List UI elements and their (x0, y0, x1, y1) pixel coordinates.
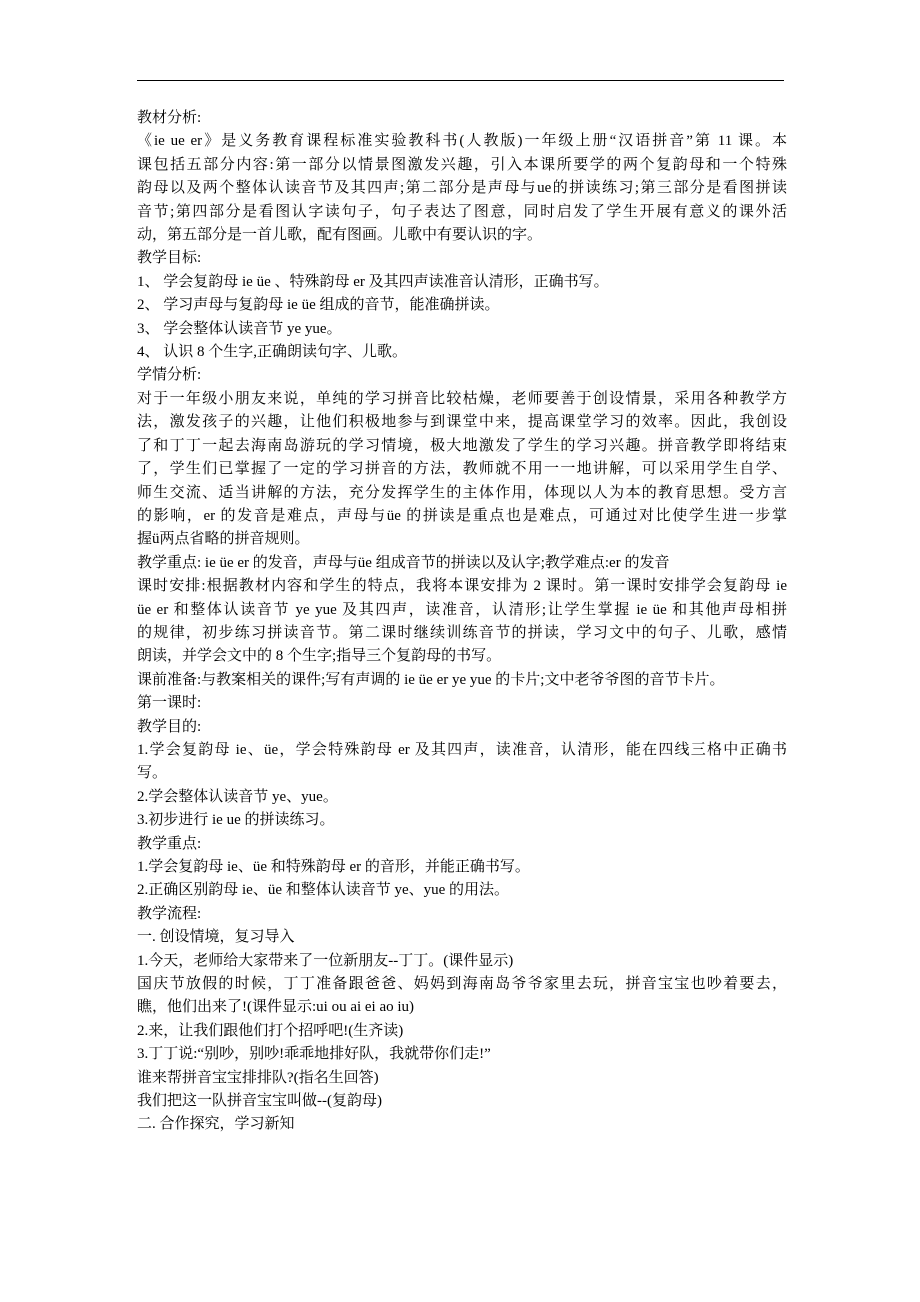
text-line: 2.学会整体认读音节 ye、yue。 (137, 788, 338, 805)
text-line: 写。 (137, 765, 168, 782)
text-line: 二. 合作探究，学习新知 (137, 1116, 295, 1133)
text-line: 音节;第四部分是看图认字读句子，句子表达了图意，同时启发了学生开展有意义的课外活 (137, 203, 787, 220)
text-line: 2.正确区别韵母 ie、üe 和整体认读音节 ye、yue 的用法。 (137, 882, 510, 899)
text-line: üe er 和整体认读音节 ye yue 及其四声，读准音，认清形;让学生掌握 ie üe 和其他声母相拼 (137, 601, 787, 618)
text-line: 的影响，er 的发音是难点，声母与üe 的拼读是重点也是难点，可通过对比使学生进一步掌 (137, 507, 787, 524)
text-line: 1、 学会复韵母 ie üe 、特殊韵母 er 及其四声读准音认清形，正确书写。 (137, 273, 609, 290)
text-line: 课时安排:根据教材内容和学生的特点，我将本课安排为 2 课时。第一课时安排学会复韵母 ie (137, 578, 787, 595)
text-line: 对于一年级小朋友来说，单纯的学习拼音比较枯燥，老师要善于创设情景，采用各种教学方 (137, 390, 787, 407)
text-line: 了，学生们已掌握了一定的学习拼音的方法，教师就不用一一地讲解，可以采用学生自学、 (137, 461, 787, 478)
text-line: 师生交流、适当讲解的方法，充分发挥学生的主体作用，体现以人为本的教育思想。受方言 (137, 484, 787, 501)
text-line: 教学目的: (137, 718, 202, 735)
text-line: 了和丁丁一起去海南岛游玩的学习情境，极大地激发了学生的学习兴趣。拼音教学即将结束 (137, 437, 787, 454)
text-line: 教学重点: ie üe er 的发音，声母与üe 组成音节的拼读以及认字;教学难点:er 的发音 (137, 554, 670, 571)
text-line: 3.初步进行 ie ue 的拼读练习。 (137, 812, 335, 829)
text-line: 一. 创设情境，复习导入 (137, 929, 295, 946)
text-line: 法，激发孩子的兴趣，让他们积极地参与到课堂中来，提高课堂学习的效率。因此，我创设 (137, 414, 787, 431)
text-line: 教学流程: (137, 905, 202, 922)
text-line: 国庆节放假的时候，丁丁准备跟爸爸、妈妈到海南岛爷爷家里去玩，拼音宝宝也吵着要去， (137, 976, 787, 993)
text-line: 韵母以及两个整体认读音节及其四声;第二部分是声母与ue的拼读练习;第三部分是看图拼读 (137, 180, 787, 197)
text-line: 教材分析: (137, 110, 202, 126)
text-line: 2.来，让我们跟他们打个招呼吧!(生齐读) (137, 1022, 404, 1039)
text-line: 动，第五部分是一首儿歌，配有图画。儿歌中有要认识的字。 (137, 227, 543, 244)
text-line: 教学目标: (137, 250, 202, 267)
text-line: 2、 学习声母与复韵母 ie üe 组成的音节，能准确拼读。 (137, 297, 500, 314)
text-line: 课包括五部分内容:第一部分以情景图激发兴趣，引入本课所要学的两个复韵母和一个特殊 (137, 156, 787, 173)
text-line: 4、 认识 8 个生字,正确朗读句字、儿歌。 (137, 344, 408, 361)
text-line: 3、 学会整体认读音节 ye yue。 (137, 320, 342, 337)
text-line: 《ie ue er》是义务教育课程标准实验教科书(人教版)一年级上册“汉语拼音”第 11 课。本 (137, 133, 787, 150)
text-line: 课前准备:与教案相关的课件;写有声调的 ie üe er ye yue 的卡片;文中老爷爷图的音节卡片。 (137, 671, 725, 688)
document-body (137, 107, 787, 1137)
text-line: 1.学会复韵母 ie、üe，学会特殊韵母 er 及其四声，读准音，认清形，能在四线三格中正确书 (137, 741, 787, 758)
text-line: 1.学会复韵母 ie、üe 和特殊韵母 er 的音形，并能正确书写。 (137, 859, 530, 875)
text-line: 3.丁丁说:“别吵，别吵!乖乖地排好队，我就带你们走!” (137, 1046, 491, 1063)
text-line: 的规律，初步练习拼读音节。第二课时继续训练音节的拼读，学习文中的句子、儿歌，感情 (137, 624, 787, 641)
header-rule (137, 80, 784, 81)
text-line: 谁来帮拼音宝宝排排队?(指名生回答) (137, 1069, 379, 1086)
text-line: 教学重点: (137, 835, 202, 852)
text-line: 1.今天，老师给大家带来了一位新朋友--丁丁。(课件显示) (137, 952, 514, 969)
text-line: 瞧，他们出来了!(课件显示:ui ou ai ei ao iu) (137, 999, 415, 1016)
text-line: 握ü两点省略的拼音规则。 (137, 531, 310, 548)
text-line: 朗读，并学会文中的 8 个生字;指导三个复韵母的书写。 (137, 648, 502, 665)
text-line: 第一课时: (137, 695, 202, 712)
text-line: 学情分析: (137, 367, 202, 384)
text-line: 我们把这一队拼音宝宝叫做--(复韵母) (137, 1093, 382, 1110)
